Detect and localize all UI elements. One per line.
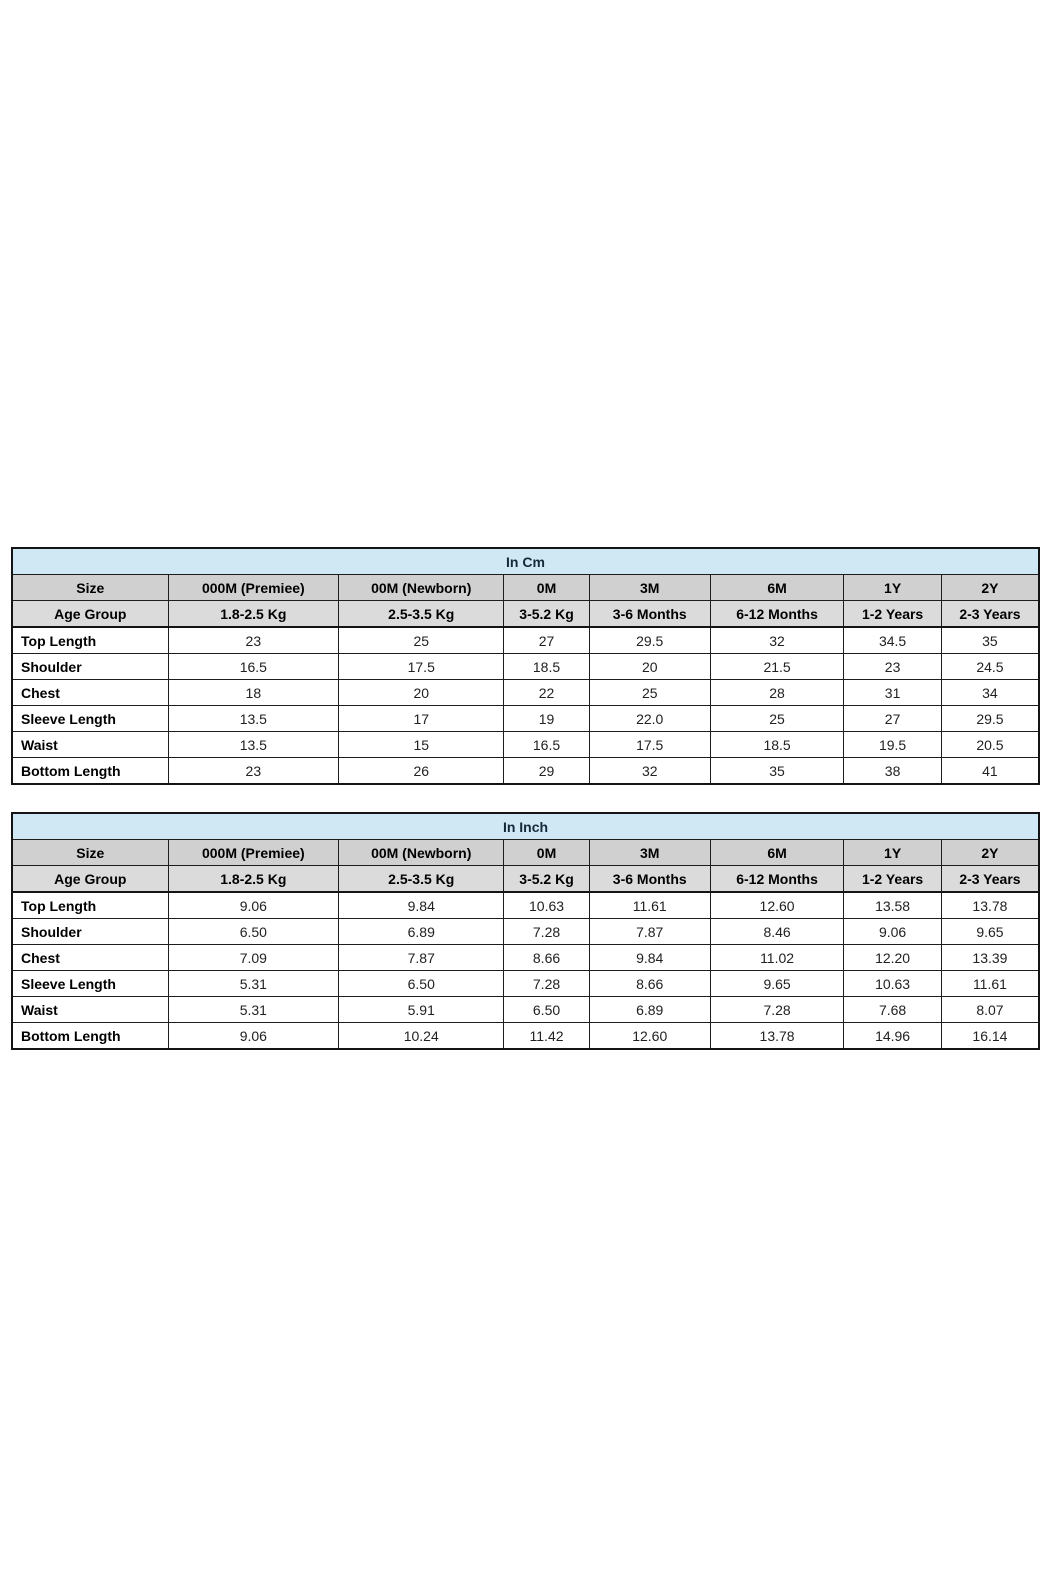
measurement-value: 5.91 [339,997,504,1023]
measurement-value: 7.68 [844,997,942,1023]
measurement-value: 14.96 [844,1023,942,1050]
unit-title-row [12,548,1039,575]
measurement-value: 20.5 [941,732,1039,758]
measurement-value: 12.60 [710,892,844,919]
size-row [12,840,1039,866]
measurement-row [12,945,1039,971]
measurement-row [12,732,1039,758]
measurement-value: 9.06 [168,1023,338,1050]
size-col-header: 6M [710,840,844,866]
measurement-value: 29 [504,758,589,785]
measurement-value: 20 [589,654,710,680]
measurement-value: 31 [844,680,942,706]
unit-title: In Cm [12,548,1039,575]
measurement-value: 34 [941,680,1039,706]
measurement-value: 12.60 [589,1023,710,1050]
measurement-value: 28 [710,680,844,706]
age-col-header: 6-12 Months [710,601,844,628]
measurement-value: 19 [504,706,589,732]
age-group-row [12,866,1039,893]
size-row-header: Size [12,575,168,601]
measurement-value: 9.06 [844,919,942,945]
size-col-header: 3M [589,840,710,866]
measurement-value: 7.87 [339,945,504,971]
size-col-header: 6M [710,575,844,601]
unit-title: In Inch [12,813,1039,840]
size-chart-table-inch [11,812,1040,1050]
measurement-value: 6.89 [589,997,710,1023]
measurement-value: 13.39 [941,945,1039,971]
size-col-header: 0M [504,840,589,866]
measurement-value: 38 [844,758,942,785]
measurement-label: Bottom Length [12,758,168,785]
measurement-value: 9.84 [339,892,504,919]
measurement-row [12,758,1039,785]
age-col-header: 1-2 Years [844,866,942,893]
measurement-value: 22 [504,680,589,706]
measurement-value: 20 [339,680,504,706]
measurement-value: 26 [339,758,504,785]
age-col-header: 2-3 Years [941,866,1039,893]
measurement-value: 17.5 [339,654,504,680]
measurement-value: 5.31 [168,971,338,997]
measurement-value: 17.5 [589,732,710,758]
measurement-value: 13.78 [710,1023,844,1050]
measurement-value: 18.5 [710,732,844,758]
measurement-label: Waist [12,732,168,758]
measurement-value: 9.06 [168,892,338,919]
age-group-row [12,601,1039,628]
measurement-value: 7.09 [168,945,338,971]
measurement-value: 9.65 [941,919,1039,945]
measurement-value: 13.5 [168,732,338,758]
measurement-value: 8.66 [504,945,589,971]
age-col-header: 1.8-2.5 Kg [168,601,338,628]
measurement-value: 6.50 [504,997,589,1023]
size-col-header: 2Y [941,575,1039,601]
measurement-value: 27 [844,706,942,732]
size-chart-table-cm [11,547,1040,785]
measurement-value: 35 [710,758,844,785]
age-row-header: Age Group [12,866,168,893]
measurement-value: 5.31 [168,997,338,1023]
measurement-value: 6.50 [339,971,504,997]
measurement-value: 24.5 [941,654,1039,680]
measurement-label: Sleeve Length [12,971,168,997]
age-col-header: 1-2 Years [844,601,942,628]
measurement-value: 11.61 [941,971,1039,997]
measurement-label: Sleeve Length [12,706,168,732]
measurement-value: 29.5 [941,706,1039,732]
measurement-label: Shoulder [12,919,168,945]
measurement-value: 25 [339,627,504,654]
measurement-row [12,1023,1039,1050]
size-col-header: 00M (Newborn) [339,575,504,601]
measurement-value: 10.63 [504,892,589,919]
measurement-value: 13.78 [941,892,1039,919]
measurement-value: 23 [844,654,942,680]
measurement-value: 16.5 [504,732,589,758]
measurement-value: 18 [168,680,338,706]
measurement-row [12,892,1039,919]
measurement-value: 25 [589,680,710,706]
measurement-label: Top Length [12,627,168,654]
measurement-label: Waist [12,997,168,1023]
measurement-row [12,997,1039,1023]
age-col-header: 2.5-3.5 Kg [339,866,504,893]
measurement-value: 11.02 [710,945,844,971]
measurement-value: 7.28 [710,997,844,1023]
measurement-value: 32 [589,758,710,785]
measurement-row [12,680,1039,706]
measurement-value: 29.5 [589,627,710,654]
measurement-label: Top Length [12,892,168,919]
measurement-value: 35 [941,627,1039,654]
measurement-value: 13.5 [168,706,338,732]
age-col-header: 3-5.2 Kg [504,866,589,893]
measurement-value: 21.5 [710,654,844,680]
measurement-label: Chest [12,680,168,706]
measurement-value: 22.0 [589,706,710,732]
size-row [12,575,1039,601]
measurement-value: 8.66 [589,971,710,997]
age-col-header: 3-6 Months [589,601,710,628]
size-col-header: 3M [589,575,710,601]
measurement-value: 10.24 [339,1023,504,1050]
measurement-value: 10.63 [844,971,942,997]
measurement-value: 11.42 [504,1023,589,1050]
measurement-value: 9.65 [710,971,844,997]
measurement-row [12,706,1039,732]
size-row-header: Size [12,840,168,866]
measurement-value: 17 [339,706,504,732]
measurement-value: 13.58 [844,892,942,919]
measurement-value: 15 [339,732,504,758]
measurement-value: 16.5 [168,654,338,680]
measurement-value: 16.14 [941,1023,1039,1050]
size-col-header: 000M (Premiee) [168,575,338,601]
measurement-value: 6.50 [168,919,338,945]
measurement-row [12,627,1039,654]
measurement-value: 6.89 [339,919,504,945]
age-col-header: 3-5.2 Kg [504,601,589,628]
measurement-value: 25 [710,706,844,732]
measurement-label: Bottom Length [12,1023,168,1050]
measurement-value: 8.46 [710,919,844,945]
measurement-row [12,654,1039,680]
age-row-header: Age Group [12,601,168,628]
measurement-value: 19.5 [844,732,942,758]
measurement-value: 27 [504,627,589,654]
size-col-header: 1Y [844,575,942,601]
measurement-value: 7.28 [504,919,589,945]
size-col-header: 0M [504,575,589,601]
measurement-value: 23 [168,627,338,654]
measurement-value: 34.5 [844,627,942,654]
unit-title-row [12,813,1039,840]
measurement-label: Chest [12,945,168,971]
measurement-label: Shoulder [12,654,168,680]
measurement-value: 8.07 [941,997,1039,1023]
age-col-header: 2.5-3.5 Kg [339,601,504,628]
measurement-value: 41 [941,758,1039,785]
measurement-row [12,971,1039,997]
age-col-header: 1.8-2.5 Kg [168,866,338,893]
measurement-value: 18.5 [504,654,589,680]
measurement-value: 32 [710,627,844,654]
size-col-header: 1Y [844,840,942,866]
age-col-header: 3-6 Months [589,866,710,893]
size-col-header: 000M (Premiee) [168,840,338,866]
measurement-value: 9.84 [589,945,710,971]
size-col-header: 00M (Newborn) [339,840,504,866]
measurement-value: 7.87 [589,919,710,945]
age-col-header: 6-12 Months [710,866,844,893]
age-col-header: 2-3 Years [941,601,1039,628]
measurement-value: 23 [168,758,338,785]
measurement-value: 11.61 [589,892,710,919]
measurement-row [12,919,1039,945]
measurement-value: 7.28 [504,971,589,997]
measurement-value: 12.20 [844,945,942,971]
size-col-header: 2Y [941,840,1039,866]
